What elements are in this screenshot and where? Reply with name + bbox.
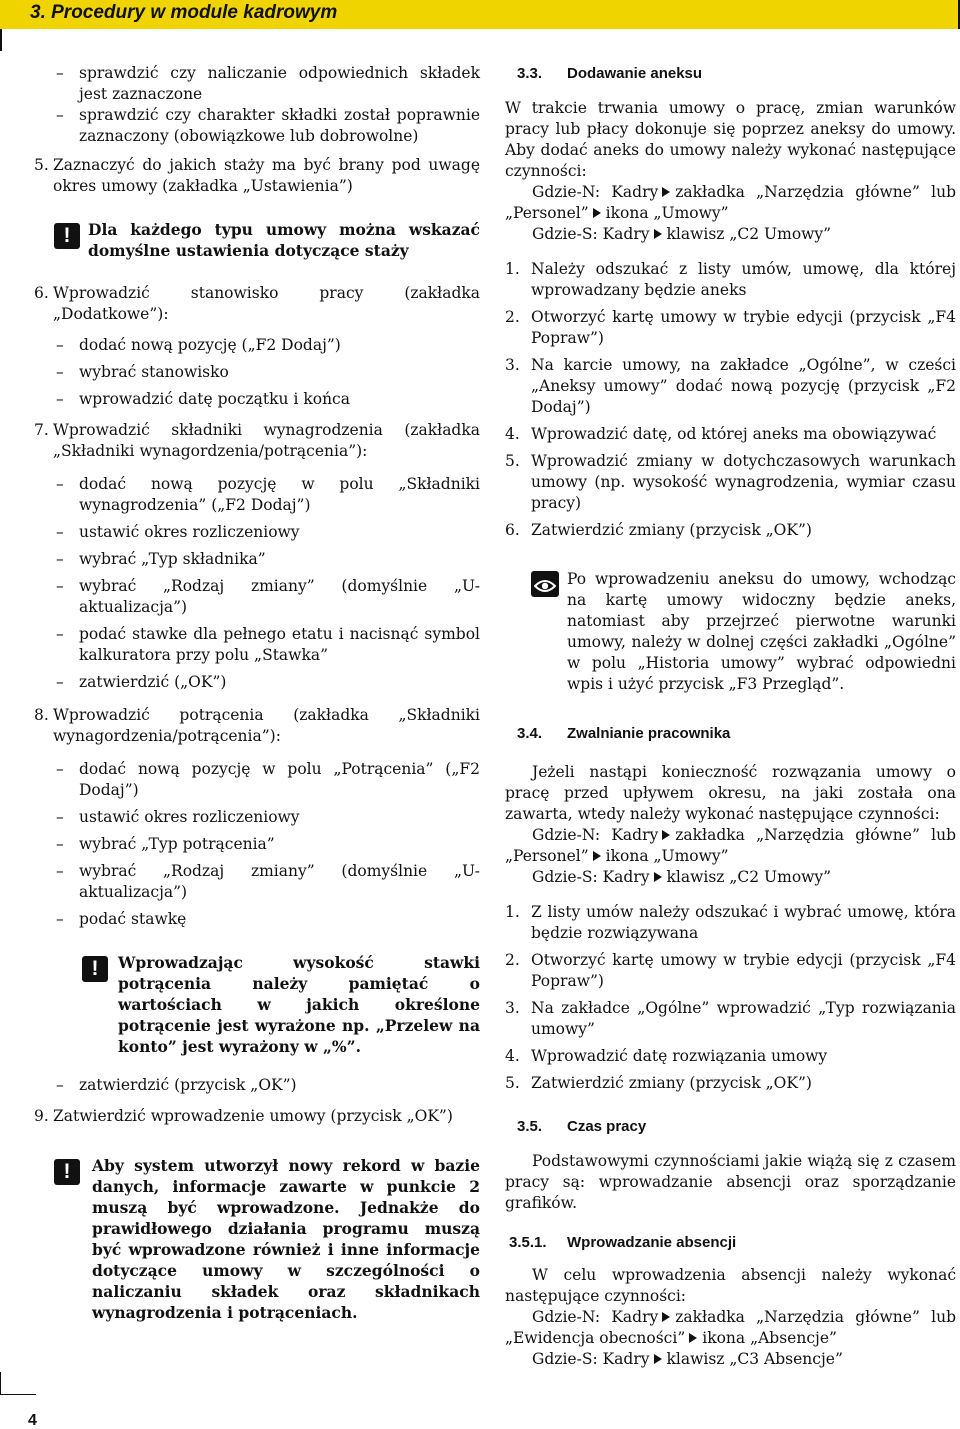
where-n-path: [505, 182, 956, 224]
numbered-item: [505, 355, 956, 418]
note-text: Wprowadzając wysokość stawki potrącenia należy pamiętać o wartościach w jakich określone potrącenie jest wyrażone np. „Przelew na konto” jest wyrażony w „%”.: [118, 953, 480, 1056]
footer-rule: [0, 1394, 36, 1395]
item-text: Otworzyć kartę umowy w trybie edycji (przycisk „F4 Popraw”): [531, 951, 956, 990]
list-item: – podać stawke dla pełnego etatu i nacisnąć symbol kalkuratora przy polu „Stawka”: [34, 624, 480, 666]
warning-note: [34, 1155, 480, 1323]
note-text: Aby system utworzył nowy rekord w bazie danych, informacje zawarte w punkcie 2 muszą być wprowadzone. Jednakże do prawidłowego działania programu muszą być wprowadzone również i inne informacje dotyczące umowy w szczególności o naliczaniu składek oraz składnikach wynagrodzenia i potrąceniach.: [92, 1156, 480, 1322]
section-heading-3-5: [505, 1116, 956, 1137]
section-title: Wprowadzanie absencji: [567, 1234, 737, 1251]
path-start: Gdzie-N: Kadry: [532, 1308, 659, 1326]
numbered-item: [505, 424, 956, 445]
list-item: – wybrać „Typ składnika”: [34, 549, 480, 570]
list-item: – wybrać stanowisko: [34, 362, 480, 383]
item-number: 1.: [505, 903, 520, 921]
note-text: Dla każdego typu umowy można wskazać domyślne ustawienia dotyczące staży: [88, 220, 480, 260]
item-text: Zatwierdzić zmiany (przycisk „OK”): [531, 521, 812, 539]
item-number: 8.: [34, 706, 49, 724]
numbered-item: [505, 1073, 956, 1094]
arrow-right-icon: [662, 1312, 670, 1322]
item-text: Wprowadzić składniki wynagrodzenia (zakładka „Składniki wynagordzenia/potrącenia”):: [53, 421, 480, 460]
item-text: Wprowadzić datę rozwiązania umowy: [531, 1047, 828, 1065]
path-start: Gdzie-N: Kadry: [532, 183, 659, 201]
item-number: 6.: [505, 521, 520, 539]
numbered-item: [505, 950, 956, 992]
path-start: Gdzie-S: Kadry: [532, 1350, 650, 1368]
exclamation-icon: !: [54, 1159, 80, 1185]
arrow-right-icon: [662, 830, 670, 840]
item-number: 3.: [505, 356, 520, 374]
page-number: 4: [28, 1412, 37, 1429]
numbered-item: [505, 1046, 956, 1067]
arrow-right-icon: [654, 1354, 662, 1364]
section-title: Zwalnianie pracownika: [567, 725, 731, 742]
section-heading-3-3: [505, 63, 956, 84]
item-text: Należy odszukać z listy umów, umowę, dla której wprowadzany będzie aneks: [531, 260, 956, 299]
arrow-right-icon: [593, 851, 601, 861]
path-step: zakładka „Narzędzia główne” lub „Ewidencja obecności”: [505, 1308, 957, 1347]
left-column: [34, 63, 480, 1323]
path-step: ikona „Absencje”: [702, 1329, 837, 1347]
section-heading-3-4: [505, 723, 956, 744]
numbered-item: [34, 420, 480, 462]
numbered-item: [34, 283, 480, 325]
paragraph: Podstawowymi czynnościami jakie wiążą się z czasem pracy są: wprowadzanie absencji oraz sporządzanie grafików.: [505, 1152, 956, 1212]
item-number: 3.: [505, 999, 520, 1017]
exclamation-icon: !: [82, 956, 108, 982]
item-text: Zatwierdzić zmiany (przycisk „OK”): [531, 1074, 812, 1092]
path-step: klawisz „C3 Absencje”: [666, 1350, 843, 1368]
paragraph: W trakcie trwania umowy o pracę, zmian warunków pracy lub płacy dokonuje się poprzez aneksy do umowy. Aby dodać aneks do umowy należy wykonać następujące czynności:: [505, 99, 956, 180]
list-item: – wprowadzić datę początku i końca: [34, 389, 480, 410]
item-number: 7.: [34, 421, 49, 439]
list-item: – wybrać „Rodzaj zmiany” (domyślnie „U-aktualizacja”): [34, 576, 480, 618]
item-text: Na zakładce „Ogólne” wprowadzić „Typ rozwiązania umowy”: [531, 999, 956, 1038]
list-item: – sprawdzić czy naliczanie odpowiednich składek jest zaznaczone: [34, 63, 480, 105]
chapter-header-bar: [0, 0, 960, 29]
paragraph: W celu wprowadzenia absencji należy wykonać następujące czynności:: [505, 1266, 956, 1305]
section-number: 3.5.: [517, 1118, 543, 1135]
arrow-right-icon: [689, 1333, 697, 1343]
numbered-item: [34, 1106, 480, 1127]
numbered-item: [505, 902, 956, 944]
item-text: Na karcie umowy, na zakładce „Ogólne”, w cześci „Aneksy umowy” dodać nową pozycję (przycisk „F2 Dodaj”): [531, 356, 956, 416]
list-item: – ustawić okres rozliczeniowy: [34, 807, 480, 828]
item-number: 2.: [505, 951, 520, 969]
numbered-item: [34, 155, 480, 197]
list-item: – dodać nową pozycję („F2 Dodaj”): [34, 335, 480, 356]
paragraph: Jeżeli nastąpi konieczność rozwązania umowy o pracę przed upływem okresu, na jaki została ona zawarta, wtedy należy wykonać następujące czynności:: [505, 763, 956, 823]
numbered-item: [505, 259, 956, 301]
item-text: Wprowadzić zmiany w dotychczasowych warunkach umowy (np. wysokość wynagrodzenia, wymiar czasu pracy): [531, 452, 956, 512]
arrow-right-icon: [654, 872, 662, 882]
item-text: Zaznaczyć do jakich staży ma być brany pod uwagę okres umowy (zakładka „Ustawienia”): [53, 156, 480, 195]
numbered-item: [505, 998, 956, 1040]
list-item: – wybrać „Rodzaj zmiany” (domyślnie „U-aktualizacja”): [34, 861, 480, 903]
section-number: 3.3.: [517, 65, 543, 82]
item-number: 4.: [505, 425, 520, 443]
exclamation-icon: !: [54, 223, 80, 249]
path-step: zakładka „Narzędzia główne” lub „Personel”: [505, 826, 957, 865]
list-item: – ustawić okres rozliczeniowy: [34, 522, 480, 543]
item-text: Wprowadzić datę, od której aneks ma obowiązywać: [531, 425, 937, 443]
path-start: Gdzie-S: Kadry: [532, 225, 650, 243]
footer-left-tick: [0, 1372, 1, 1394]
section-number: 3.4.: [517, 725, 543, 742]
warning-note: [34, 219, 480, 261]
numbered-item: [505, 307, 956, 349]
item-text: Wprowadzić stanowisko pracy (zakładka „Dodatkowe”):: [53, 284, 480, 323]
list-item: – dodać nową pozycję w polu „Składniki wynagrodzenia” („F2 Dodaj”): [34, 474, 480, 516]
right-column: [505, 63, 956, 1370]
list-item: – zatwierdzić (przycisk „OK”): [34, 1075, 480, 1096]
where-s-path: [505, 1349, 956, 1370]
list-item: – sprawdzić czy charakter składki został poprawnie zaznaczony (obowiązkowe lub dobrowolne): [34, 105, 480, 147]
note-text: Po wprowadzeniu aneksu do umowy, wchodząc na kartę umowy widoczny będzie aneks, natomiast aby przejrzeć pierwotne warunki umowy, należy w dolnej części zakładki „Ogólne” w polu „Historia umowy” wybrać odpowiedni wpis i użyć przycisk „F3 Przegląd”.: [567, 570, 956, 693]
list-item: – zatwierdzić („OK”): [34, 672, 480, 693]
numbered-item: [505, 451, 956, 514]
list-item: – podać stawkę: [34, 909, 480, 930]
section-heading-3-5-1: [505, 1232, 956, 1253]
path-start: Gdzie-S: Kadry: [532, 868, 650, 886]
warning-note: [34, 952, 480, 1057]
list-item: – dodać nową pozycję w polu „Potrącenia” („F2 Dodaj”): [34, 759, 480, 801]
item-text: Wprowadzić potrącenia (zakładka „Składniki wynagordzenia/potrącenia”):: [53, 706, 480, 745]
path-step: ikona „Umowy”: [605, 204, 729, 222]
path-start: Gdzie-N: Kadry: [532, 826, 659, 844]
numbered-item: [34, 705, 480, 747]
where-n-path: [505, 825, 956, 867]
where-s-path: [505, 224, 956, 245]
section-number: 3.5.1.: [509, 1234, 547, 1251]
path-step: ikona „Umowy”: [605, 847, 729, 865]
section-title: Czas pracy: [567, 1118, 647, 1135]
item-text: Z listy umów należy odszukać i wybrać umowę, która będzie rozwiązywana: [531, 903, 956, 942]
item-number: 5.: [505, 452, 520, 470]
tip-note: [505, 569, 956, 695]
eye-icon: [531, 571, 559, 597]
item-number: 4.: [505, 1047, 520, 1065]
arrow-right-icon: [593, 208, 601, 218]
where-s-path: [505, 867, 956, 888]
path-step: klawisz „C2 Umowy”: [666, 868, 832, 886]
item-number: 5.: [505, 1074, 520, 1092]
path-step: klawisz „C2 Umowy”: [666, 225, 832, 243]
where-n-path: [505, 1307, 956, 1349]
list-item: – wybrać „Typ potrącenia”: [34, 834, 480, 855]
section-title: Dodawanie aneksu: [567, 65, 703, 82]
header-left-tick: [0, 29, 2, 51]
numbered-item: [505, 520, 956, 541]
path-step: zakładka „Narzędzia główne” lub „Personel”: [505, 183, 957, 222]
chapter-title: 3. Procedury w module kadrowym: [30, 2, 338, 23]
item-text: Otworzyć kartę umowy w trybie edycji (przycisk „F4 Popraw”): [531, 308, 956, 347]
item-number: 5.: [34, 156, 49, 174]
item-text: Zatwierdzić wprowadzenie umowy (przycisk „OK”): [53, 1107, 453, 1125]
item-number: 6.: [34, 284, 49, 302]
item-number: 1.: [505, 260, 520, 278]
arrow-right-icon: [654, 229, 662, 239]
item-number: 9.: [34, 1107, 49, 1125]
arrow-right-icon: [662, 187, 670, 197]
item-number: 2.: [505, 308, 520, 326]
